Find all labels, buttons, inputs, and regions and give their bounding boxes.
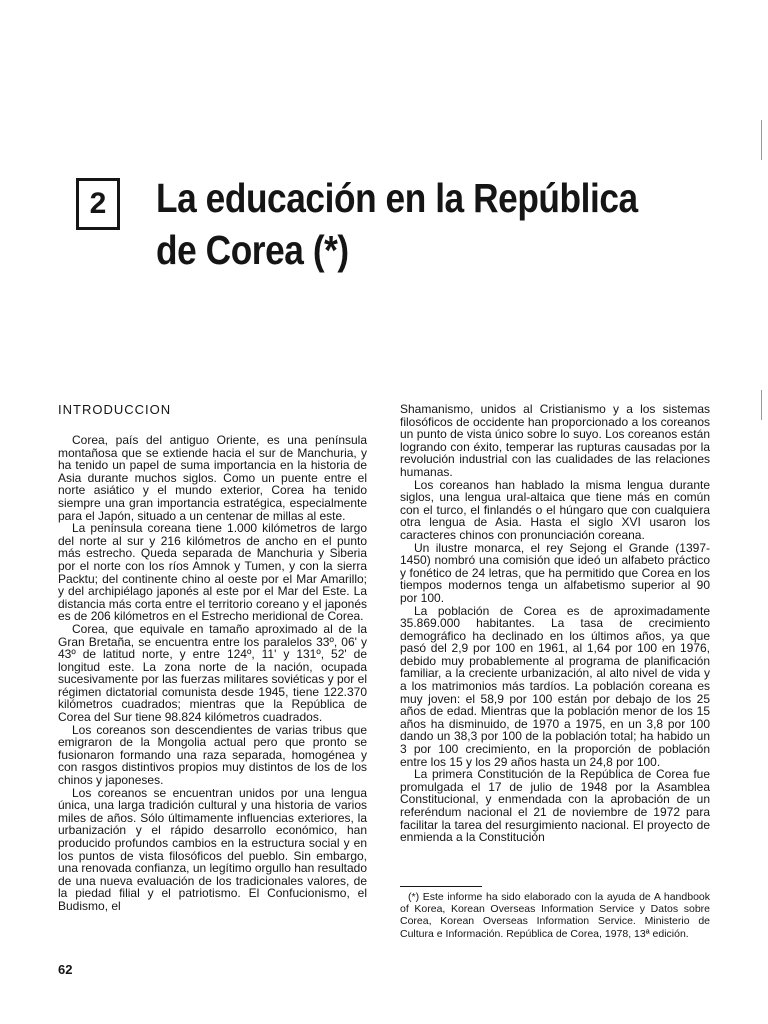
- paragraph: Corea, que equivale en tamaño aproximado al de la Gran Bretaña, se encuentra entre los paralelos 33º, 06' y 43º de latitud norte, y entre 124º, 11' y 131º, 52' de longitud este. La zona norte de la nación, ocupada sucesivamente por las fuerzas militares soviéticas y por el régimen dictatorial comunista desde 1945, tiene 122.370 kilómetros cuadrados; mientras que la República de Corea del Sur tiene 98.824 kilómetros cuadrados.: [58, 621, 367, 725]
- paragraph: Los coreanos han hablado la misma lengua durante siglos, una lengua ural-altaica que tiene más en común con el turco, el finlandés o el húngaro que con cualquiera otra lengua de Asia. Hasta el siglo XVI usaron los caracteres chinos con pronunciación coreana.: [400, 477, 710, 542]
- chapter-title-line-2: de Corea (*): [156, 227, 349, 273]
- page-edge-mark: [761, 120, 762, 160]
- footnote: (*) Este informe ha sido elaborado con la ayuda de A handbook of Korea, Korean Overseas Information Service y Datos sobre Corea, Korean Overseas Information Service. Ministerio de Cultura e Información. República de Corea, 1978, 13ª edición.: [400, 891, 710, 940]
- page-number: 62: [58, 962, 73, 977]
- paragraph: La primera Constitución de la República de Corea fue promulgada el 17 de julio de 1948 por la Asamblea Constitucional, y enmendada con la aprobación de un referéndum nacional el 21 de noviembre de 1972 para facilitar la tarea del resurgimiento nacional. El proyecto de enmienda a la Constitución: [400, 767, 710, 845]
- left-column: [58, 403, 367, 913]
- paragraph: Corea, país del antiguo Oriente, es una península montañosa que se extiende hacia el sur de Manchuria, y ha tenido un papel de suma importancia en la historia de Asia durante muchos siglos. Como un puente entre el norte asiático y el mundo exterior, Corea ha tenido siempre una gran importancia estratégica, especialmente para el Japón, situado a un centenar de millas al este.: [58, 433, 367, 523]
- paragraph: Shamanismo, unidos al Cristianismo y a los sistemas filosóficos de occidente han proporcionado a los coreanos un punto de vista único sobre lo suyo. Los coreanos están logrando con éxito, temperar las rupturas causadas por la revolución industrial con las cualidades de las relaciones humanas.: [400, 402, 710, 479]
- paragraph: La península coreana tiene 1.000 kilómetros de largo del norte al sur y 216 kilómetros de ancho en el punto más estrecho. Queda separada de Manchuria y Siberia por el norte con los ríos Amnok y Tumen, y con la sierra Packtu; del continente chino al oeste por el Mar Amarillo; y del archipiélago japonés al este por el Mar del Este. La distancia más corta entre el territorio coreano y el japonés es de 206 kilómetros en el Estrecho meridional de Corea.: [58, 521, 367, 624]
- page-edge-mark: [761, 390, 762, 420]
- paragraph: Un ilustre monarca, el rey Sejong el Grande (1397-1450) nombró una comisión que ideó un alfabeto práctico y fonético de 24 letras, que ha permitido que Corea en los tiempos modernos tenga un alfabetismo superior al 90 por 100.: [400, 540, 710, 605]
- paragraph: Los coreanos se encuentran unidos por una lengua única, una larga tradición cultural y una historia de varios miles de años. Sólo últimamente influencias exteriores, la urbanización y el rápido desarrollo económico, han producido profundos cambios en la estructura social y en los puntos de vista filosóficos del pueblo. Sin embargo, una renovada confianza, un legítimo orgullo han resultado de una nueva evaluación de los tradicionales valores, de la piedad filial y el patriotismo. El Confucionismo, el Budismo, el: [58, 785, 367, 913]
- chapter-number-box: [76, 178, 120, 230]
- right-column: [400, 403, 710, 844]
- paragraph: Los coreanos son descendientes de varias tribus que emigraron de la Mongolia actual pero que pronto se fusionaron formando una raza separada, homogénea y con rasgos distintivos propios muy distintos de los de los chinos y japoneses.: [58, 722, 367, 788]
- footnote-divider: [400, 886, 482, 887]
- section-heading: INTRODUCCION: [58, 402, 172, 417]
- paragraph: La población de Corea es de aproximadamente 35.869.000 habitantes. La tasa de crecimiento demográfico ha declinado en los últimos años, ya que pasó del 2,9 por 100 en 1961, al 1,64 por 100 en 1976, debido muy probablemente al programa de planificación familiar, a la creciente urbanización, al alto nivel de vida y a los matrimonios más tardíos. La población coreana es muy joven: el 58,9 por 100 están por debajo de los 25 años de edad. Mientras que la población menor de los 15 años ha disminuido, de 1970 a 1975, en un 3,8 por 100 dando un 38,3 por 100 de la población total; ha habido un 3 por 100 crecimiento, en la proporción de población entre los 15 y los 29 años hasta un 24,8 por 100.: [400, 603, 710, 769]
- chapter-title: [156, 172, 663, 276]
- chapter-number: 2: [89, 187, 107, 220]
- chapter-title-line-1: La educación en la República: [156, 175, 638, 221]
